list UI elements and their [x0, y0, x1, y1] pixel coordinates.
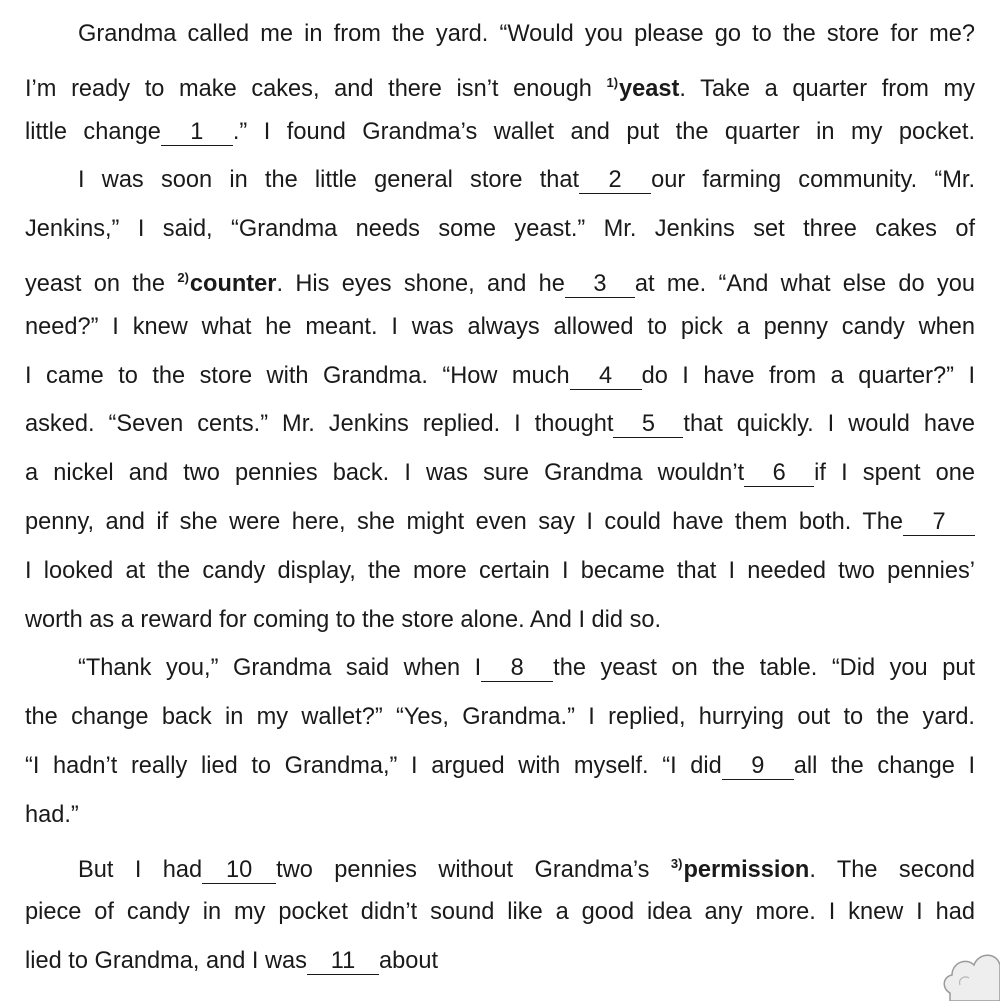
answer-blank: 8 — [481, 655, 553, 682]
passage — [25, 10, 975, 986]
answer-blank: 1 — [161, 119, 233, 146]
passage-line: penny, and if she were here, she might even say I could have them both. The 7 — [25, 498, 975, 547]
footnote-marker: 3) — [670, 855, 683, 871]
footnote-marker: 1) — [606, 74, 619, 90]
vocab-word: permission — [683, 856, 810, 883]
passage-line: “Thank you,” Grandma said when I 8 the yeast on the table. “Did you put — [78, 655, 975, 682]
passage-line: piece of candy in my pocket didn’t sound like a good idea any more. I knew I had — [25, 899, 975, 926]
passage-line: I’m ready to make cakes, and there isn’t enough $^{1)}$yeast. Take a quarter from my — [25, 74, 975, 102]
passage-line: yeast on the $^{2)}$counter. His eyes shone, and he 3 at me. “And what else do you — [25, 269, 975, 297]
passage-line: worth as a reward for coming to the store alone. And I did so. — [25, 606, 662, 633]
answer-blank: 9 — [722, 753, 794, 780]
passage-line: I looked at the candy display, the more certain I became that I needed two pennies’ — [25, 557, 975, 584]
passage-line: “I hadn’t really lied to Grandma,” I argued with myself. “I did 9 all the change I — [25, 752, 975, 779]
passage-line: I came to the store with Grandma. “How much 4 do I have from a quarter?” I — [25, 362, 976, 389]
footnote-marker: 2) — [177, 269, 189, 285]
answer-blank: 11 — [307, 948, 379, 975]
passage-line: little change 1 .” I found Grandma’s wallet and put the quarter in my pocket. — [25, 118, 975, 145]
passage-line: asked. “Seven cents.” Mr. Jenkins replied. I thought 5 that quickly. I would have — [25, 411, 975, 438]
vocab-word: counter — [189, 270, 277, 297]
answer-blank: 5 — [613, 411, 683, 438]
answer-blank: 3 — [565, 271, 635, 298]
passage-line: the change back in my wallet?” “Yes, Grandma.” I replied, hurrying out to the yard. — [25, 704, 975, 731]
passage-line: I was soon in the little general store that 2 our farming community. “Mr. — [78, 167, 975, 194]
passage-line: lied to Grandma, and I was 11 about — [25, 948, 439, 975]
answer-blank: 7 — [903, 509, 975, 536]
passage-line: had.” — [25, 801, 79, 828]
answer-blank: 6 — [744, 460, 814, 487]
vocab-word: yeast — [619, 75, 680, 102]
answer-blank: 4 — [570, 363, 642, 390]
passage-line: Grandma called me in from the yard. “Would you please go to the store for me? — [78, 21, 975, 47]
passage-line: a nickel and two pennies back. I was sure Grandma wouldn’t 6 if I spent one — [25, 460, 975, 487]
passage-line: need?” I knew what he meant. I was always allowed to pick a penny candy when — [25, 313, 975, 340]
answer-blank: 2 — [579, 167, 651, 194]
passage-line: Jenkins,” I said, “Grandma needs some yeast.” Mr. Jenkins set three cakes of — [25, 216, 975, 243]
passage-line: But I had 10 two pennies without Grandma’s $^{3)}$permission. The second — [78, 855, 975, 883]
answer-blank: 10 — [202, 857, 276, 884]
